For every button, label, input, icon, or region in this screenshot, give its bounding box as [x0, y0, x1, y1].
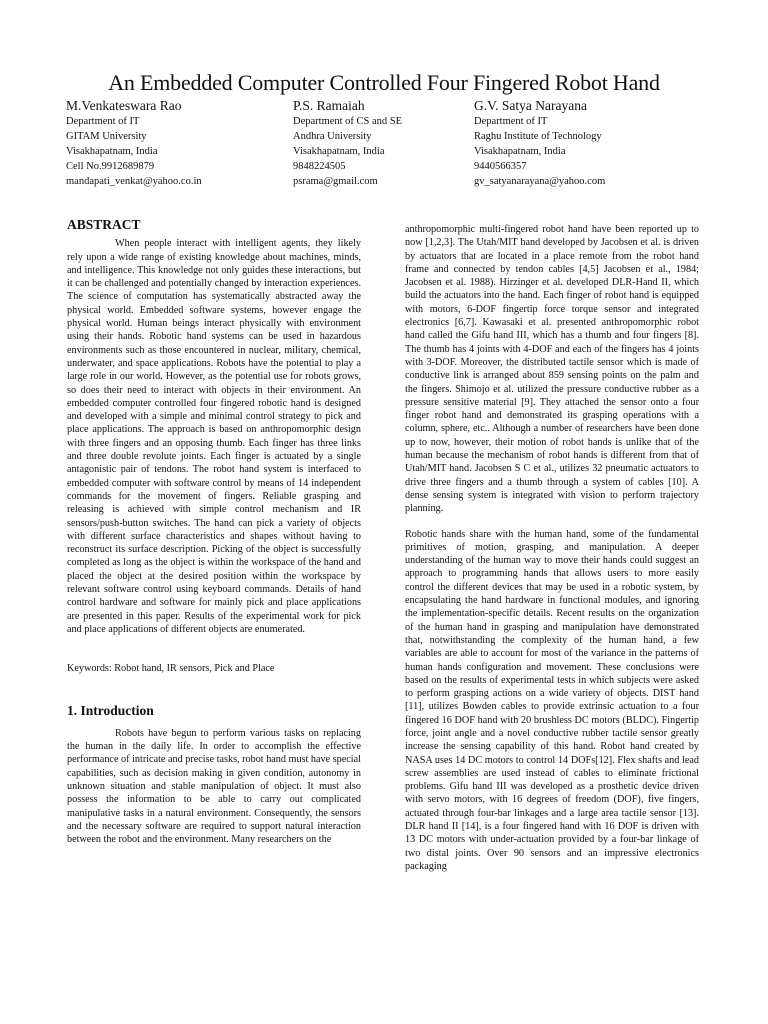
author-city: Visakhapatnam, India [474, 146, 566, 157]
intro-heading: 1. Introduction [67, 702, 154, 718]
author-1 [66, 97, 202, 189]
author-city: Visakhapatnam, India [293, 146, 385, 157]
right-column [405, 223, 699, 873]
abstract-text: When people interact with intelligent agents, they likely rely upon a wide range of existing knowledge about machines, minds, and intelligence. This knowledge not only guides these interactions, but it can be challenged and potentially changed by interaction experiences. The science of computation has systematically abstracted away the physical world. Embedded software systems, however engage the physical world. Human beings interact physically with environment using their hands. Robotic hand systems can be used in hazardous environments such as those encountered in nuclear, military, chemical, underwater, and space applications. Robots have the potential to play a large role in our world. However, as the potential use for robots grows, so does their need to interact with objects in their environment. An embedded computer controlled four fingered robotic hand is designed and developed with a simple and minimal control strategy to pick and place applications. The approach is based on anthropomorphic design with three fingers and an opposing thumb. Each finger has three links and three double revolute joints. Each finger is actuated by a single antagonistic pair of tendons. The robot hand system is interfaced to embedded computer with software control by means of 14 independent commands for the movement of fingers. Reliable grasping and releasing is achieved with simple control mechanism and IR sensors/push-button switches. The hand can pick a variety of objects with different surface characteristics and shapes without having to reconstruct its surface description. Picking of the object is successfully completed as long as the object is within the workspace of the hand and placed the object at the desired position within the workspace by relevant software control using keyboard commands. Details of hand control hardware and software for mainly pick and place applications are presented in this paper. Results of the experimental work for pick and place applications of different objects are enumerated. [67, 238, 361, 635]
keywords: Keywords: Robot hand, IR sensors, Pick and Place [67, 663, 275, 675]
author-2 [293, 97, 402, 189]
author-dept: Department of IT [66, 116, 140, 127]
paper-title: An Embedded Computer Controlled Four Fingered Robot Hand [108, 70, 660, 95]
author-city: Visakhapatnam, India [66, 146, 158, 157]
author-phone: Cell No.9912689879 [66, 161, 155, 172]
abstract-heading: ABSTRACT [67, 217, 141, 232]
author-phone: 9440566357 [474, 161, 527, 172]
author-inst: Raghu Institute of Technology [474, 131, 602, 142]
intro-text: Robots have begun to perform various tasks on replacing the human in the daily life. In order to accomplish the effective performance of intricate and precise tasks, robot hand must have special capabilities, such as decision making in given condition, autonomy in unknown situation and stable manipulation of object. It must also possess the information to be able to carry out complicated manipulative tasks in a natural environment. Consequently, the sensors and the necessary software are required to support natural interaction between the robot and the environment. Many researchers on the [67, 727, 361, 846]
left-column [67, 218, 361, 846]
author-phone: 9848224505 [293, 161, 346, 172]
author-name: M.Venkateswara Rao [66, 98, 182, 113]
author-name: G.V. Satya Narayana [474, 98, 587, 113]
author-name: P.S. Ramaiah [293, 98, 365, 113]
author-email: psrama@gmail.com [293, 176, 378, 187]
robotic-hands-paragraph: Robotic hands share with the human hand, some of the fundamental primitives of motion, grasping, and manipulation. A deeper understanding of the human way to move their hands could suggest an approach to programming hands that allows users to more easily control the different devices that may be used in a robotic system, by encapsulating the hand hardware in functional modules, and ignoring the implementation-specific details. Recent results on the organization of the human hand in grasping and manipulation have demonstrated that, notwithstanding the complexity of the human hand, a few variables are able to account for most of the variance in the patterns of human hands configuration and movement. These conclusions were based on the results of experimental tests in which subjects were asked to perform grasping actions on a wide variety of objects. DIST hand [11], utilizes Bowden cables to provide extrinsic actuation to a four fingered 16 DOF hand with 20 brushless DC motors (BLDC). Fingertip force, joint angle and a novel conductive rubber tactile sensor greatly increase the sensing capability of this hand. Robot hand created by NASA uses 14 DC motors to control 14 DOFs[12]. Flex shafts and lead screw assemblies are used instead of cables to eliminate frictional problems. Gifu hand III was developed as a prosthetic device driven with servo motors, with 16 degrees of freedom (DOF), five fingers, actuated through four-bar linkages and a large area tactile sensor [13]. DLR hand II [14], is a four fingered hand with 16 DOF is driven with 13 DC motors with under-actuation provided by a four-bar linkage of two distal joints. Over 90 sensors and an impressive electronics packaging [405, 528, 699, 872]
author-email: mandapati_venkat@yahoo.co.in [66, 176, 202, 187]
related-work-paragraph: anthropomorphic multi-fingered robot hand have been reported up to now [1,2,3]. The Utah/MIT hand developed by Jacobsen et al. is driven by actuators that are located in a place remote from the robot hand frame and connected by tendon cables [4,5] Jacobsen et al., 1984; Jacobsen et al. 1988). Hirzinger et al. developed DLR-Hand II, which build the actuators into the hand. Each finger of robot hand is equipped with motors, 6-DOF fingertip force torque sensor and integrated electronics [6,7]. Kawasaki et al. presented anthropomorphic robot hand called the Gifu hand III, which has a thumb and four fingers [8]. The thumb has 4 joints with 4-DOF and each of the fingers has 4 joints with 3-DOF. Moreover, the distributed tactile sensor which is made of conductive link is arranged about 859 sensing points on the palm and the fingers. Shimojo et al. utilized the pressure conductive rubber as a pressure sensitive material [9]. They attached the sensor onto a four finger robot hand and demonstrated its grasping operations with a column, sphere, etc.. Although a number of researchers have been done up to now, however, their motion of robot hands is unlike that of the human because the mechanism of robot hands is different from that of Utah/MIT hand. Jacobsen S C et al., utilizes 32 pneumatic actuators to drive three fingers and a thumb through a system of cables [10]. A dense sensing system is integrated with vision to perform trajectory planning. [405, 224, 699, 515]
author-dept: Department of CS and SE [293, 116, 403, 127]
author-inst: Andhra University [293, 131, 372, 142]
author-dept: Department of IT [474, 116, 548, 127]
author-email: gv_satyanarayana@yahoo.com [474, 176, 606, 187]
author-inst: GITAM University [66, 131, 147, 142]
author-block [66, 97, 716, 192]
author-3 [474, 97, 605, 189]
